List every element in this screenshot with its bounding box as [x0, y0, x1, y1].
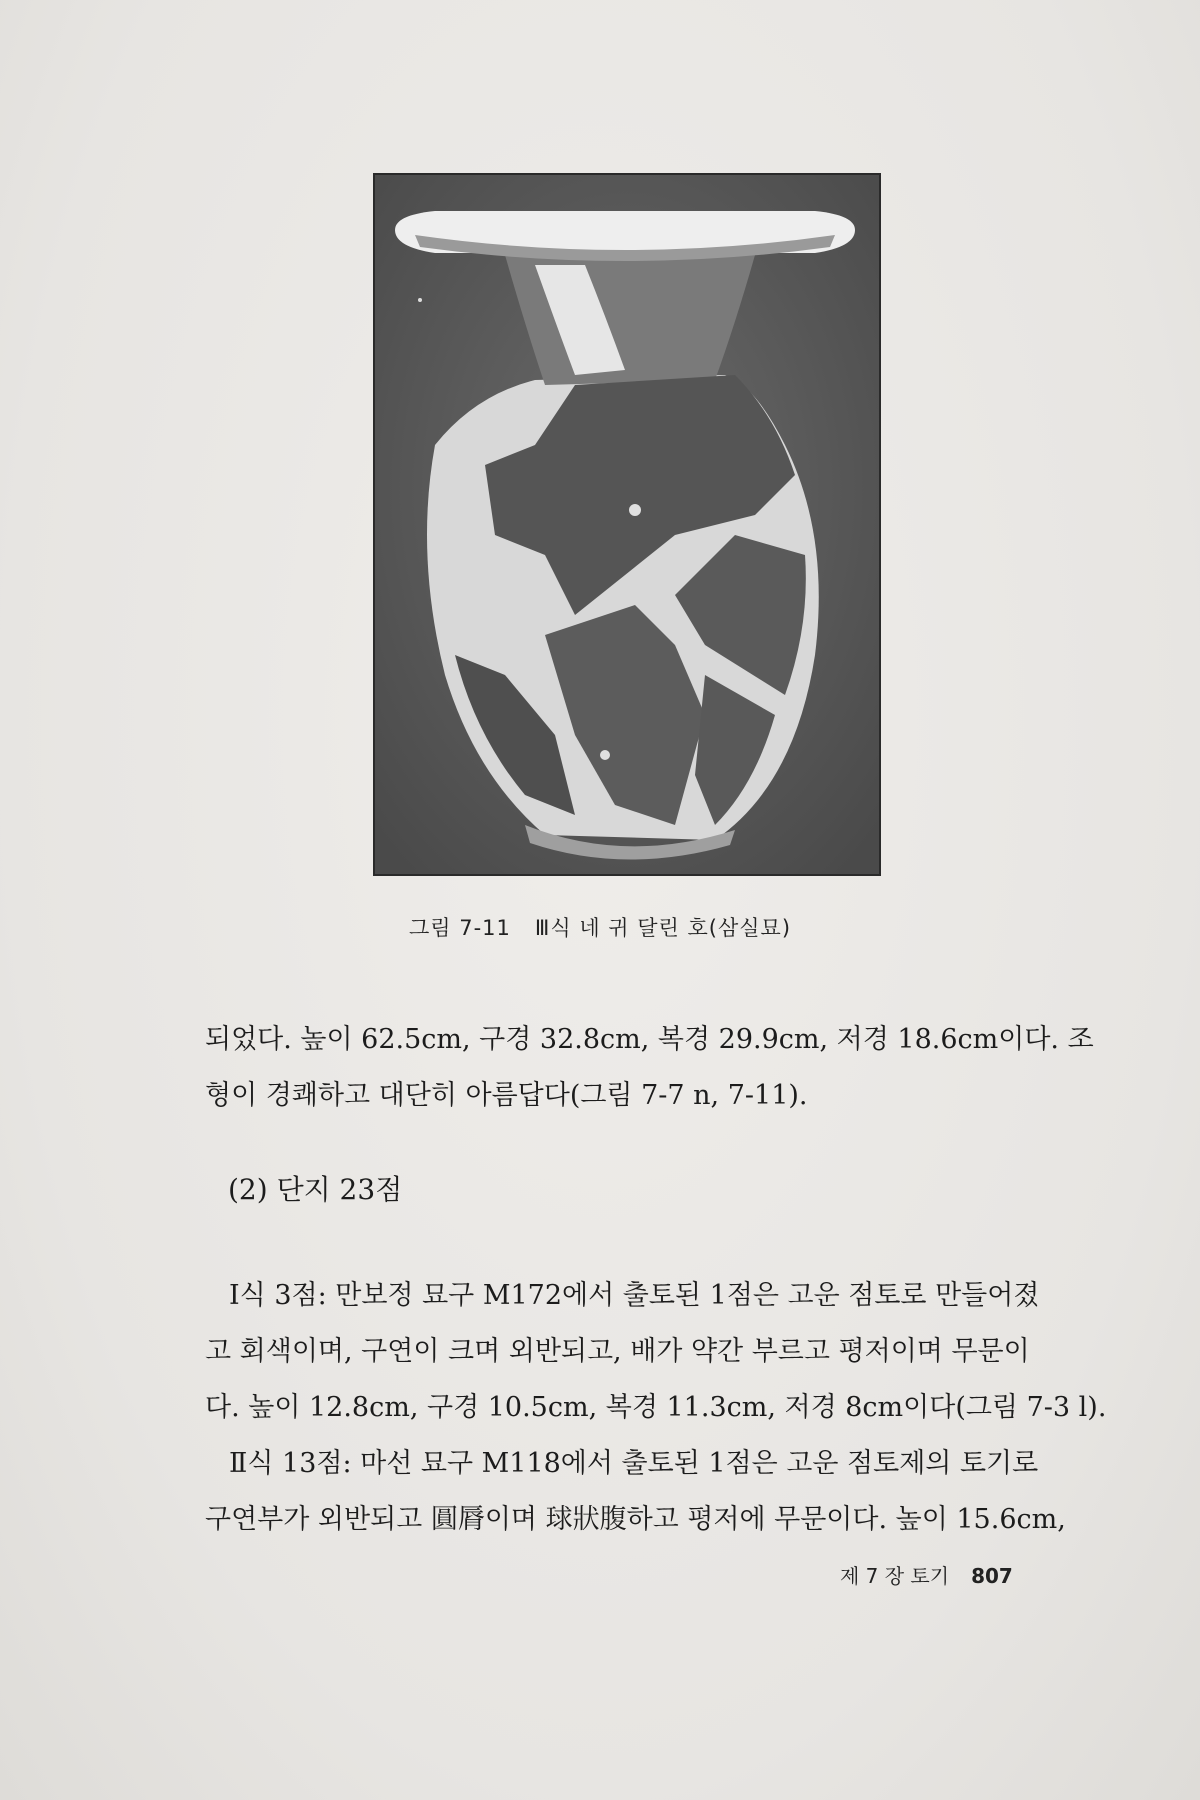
page-number: 807	[971, 1564, 1013, 1588]
paragraph-1-line-1: 되었다. 높이 62.5cm, 구경 32.8cm, 복경 29.9cm, 저경 18.6cm이다. 조	[205, 1024, 1094, 1055]
figure-caption	[0, 912, 1200, 942]
section-heading: (2) 단지 23점	[228, 1173, 403, 1206]
paragraph-2-line-2: 고 회색이며, 구연이 크며 외반되고, 배가 약간 부르고 평저이며 무문이	[205, 1336, 1030, 1367]
paragraph-2-line-3: 다. 높이 12.8cm, 구경 10.5cm, 복경 11.3cm, 저경 8cm이다(그림 7-3 l).	[205, 1392, 1107, 1423]
chapter-title: 제 7 장 토기	[840, 1564, 950, 1588]
vase-photograph	[373, 173, 881, 876]
figure-caption-label: 그림 7-11	[408, 916, 511, 940]
paragraph-2-line-4: Ⅱ식 13점: 마선 묘구 M118에서 출토된 1점은 고운 점토제의 토기로	[229, 1448, 1039, 1479]
paragraph-2-line-5: 구연부가 외반되고 圓脣이며 球狀腹하고 평저에 무문이다. 높이 15.6cm,	[205, 1504, 1066, 1535]
paragraph-2-line-1: Ⅰ식 3점: 만보정 묘구 M172에서 출토된 1점은 고운 점토로 만들어졌	[229, 1280, 1040, 1311]
vase-image	[375, 175, 879, 874]
paragraph-1-line-2: 형이 경쾌하고 대단히 아름답다(그림 7-7 n, 7-11).	[205, 1080, 808, 1111]
paragraph-2	[205, 1268, 1107, 1548]
paragraph-1	[205, 1012, 1094, 1124]
figure-caption-text: Ⅲ식 네 귀 달린 호(삼실묘)	[534, 916, 792, 940]
page-footer	[840, 1560, 1013, 1589]
